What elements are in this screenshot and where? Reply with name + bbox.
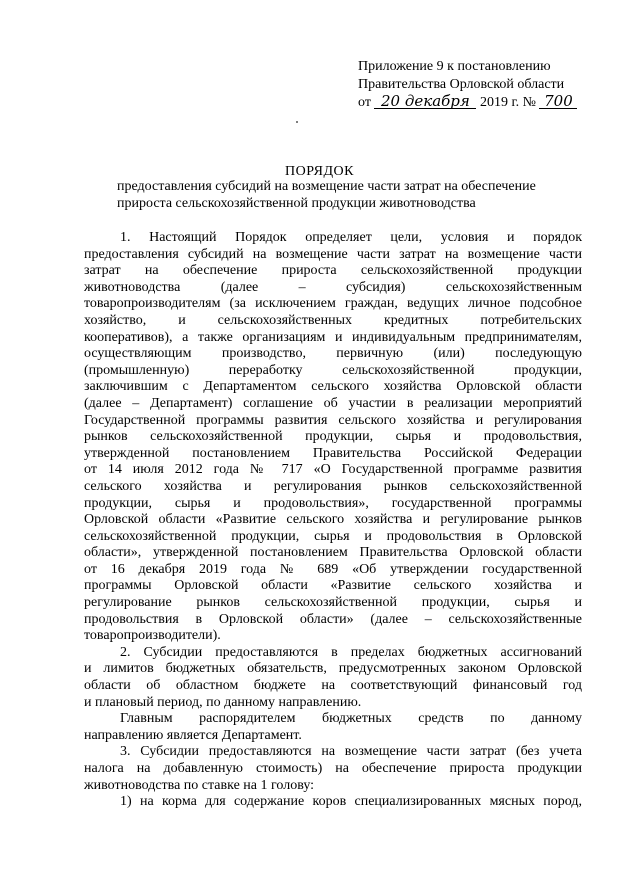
paragraph-1-line: от 14 июля 2012 года № 717 «О Государственной программе развития [84,462,582,478]
paragraph-2-line: 2. Субсидии предоставляются в пределах бюджетных ассигнований [120,644,582,660]
subtitle-line: прироста сельскохозяйственной продукции животноводства [117,196,476,211]
paragraph-2-line: и лимитов бюджетных обязательств, предусмотренных законом Орловской [84,661,582,677]
paragraph-1-line: рынков сельскохозяйственной продукции, сырья и продовольствия, [84,429,582,445]
document-title: ПОРЯДОК [285,164,354,179]
paragraph-1-line: Государственной программы развития сельского хозяйства и регулирования [84,412,582,428]
paragraph-1-line: от 16 декабря 2019 года № 689 «Об утверждении государственной [84,561,582,577]
paragraph-2b-line: Главным распорядителем бюджетных средств по данному [120,711,582,727]
paragraph-2-line: и плановый период, по данному направлению. [84,694,362,710]
paragraph-1-line: 1. Настоящий Порядок определяет цели, условия и порядок [120,230,582,245]
paragraph-1-line: (далее – Департамент) соглашение об участии в реализации мероприятий [84,395,582,411]
paragraph-1-line: товаропроизводителям (за исключением граждан, ведущих личное подсобное [84,296,582,312]
scan-speck [296,121,298,123]
date-prefix: от [358,95,371,110]
paragraph-1-line: хозяйство, и сельскохозяйственных кредитных потребительских [84,312,582,328]
paragraph-1-line: сельского хозяйства и регулирования рынков сельскохозяйственной [84,478,582,494]
paragraph-1-line: (промышленную) переработку сельскохозяйственной продукции, [84,362,582,378]
subtitle-line: предоставления субсидий на возмещение части затрат на обеспечение [117,179,536,194]
paragraph-3-line: животноводства по ставке на 1 голову: [84,777,315,793]
paragraph-1-line: продовольствия в Орловской области» (далее – сельскохозяйственные [84,611,582,627]
appendix-line-2: Правительства Орловской области [358,77,565,92]
paragraph-1-line: программы Орловской области «Развитие сельского хозяйства и [84,578,582,594]
appendix-line-1: Приложение 9 к постановлению [358,59,551,74]
paragraph-3-line: 3. Субсидии предоставляются на возмещение части затрат (без учета [120,744,582,760]
handwritten-date: 20 декабря [374,94,476,109]
paragraph-1-line: осуществляющим производство, первичную (или) последующую [84,346,582,362]
paragraph-2b-line: направлению является Департамент. [84,727,302,743]
handwritten-number: 700 [539,94,577,109]
paragraph-1-line: животноводства (далее – субсидия) сельскохозяйственным [84,279,582,295]
paragraph-1-line: кооперативов), а также организациям и индивидуальным предпринимателям, [84,329,582,345]
paragraph-3-line: налога на добавленную стоимость) на обеспечение прироста продукции [84,761,582,776]
paragraph-1-line: сельскохозяйственной продукции, сырья и продовольствия в Орловской [84,528,582,544]
appendix-header [358,58,618,112]
year-and-number-label: 2019 г. № [479,95,536,110]
appendix-line-3 [358,94,618,112]
paragraph-1-line: предоставления субсидий на возмещение части затрат на возмещение части [84,246,582,262]
paragraph-1-line: регулирование рынков сельскохозяйственной продукции, сырья и [84,595,582,611]
document-body [84,230,582,811]
paragraph-1-line: области», утвержденной постановлением Правительства Орловской области [84,545,582,561]
paragraph-1-line: Орловской области «Развитие сельского хозяйства и регулирование рынков [84,512,582,528]
paragraph-1-line: затрат на обеспечение прироста сельскохозяйственной продукции [84,263,582,279]
paragraph-1-line: продукции, сырья и продовольствия», государственной программы [84,495,582,511]
document-subtitle [117,178,587,212]
subitem-1-line: 1) на корма для содержание коров специализированных мясных пород, [120,794,582,810]
paragraph-1-line: товаропроизводители). [84,628,221,644]
paragraph-1-line: заключившим с Департаментом сельского хозяйства Орловской области [84,379,582,395]
paragraph-2-line: области об областном бюджете на соответствующий финансовый год [84,678,582,694]
paragraph-1-line: утвержденной постановлением Правительства Российской Федерации [84,445,582,461]
